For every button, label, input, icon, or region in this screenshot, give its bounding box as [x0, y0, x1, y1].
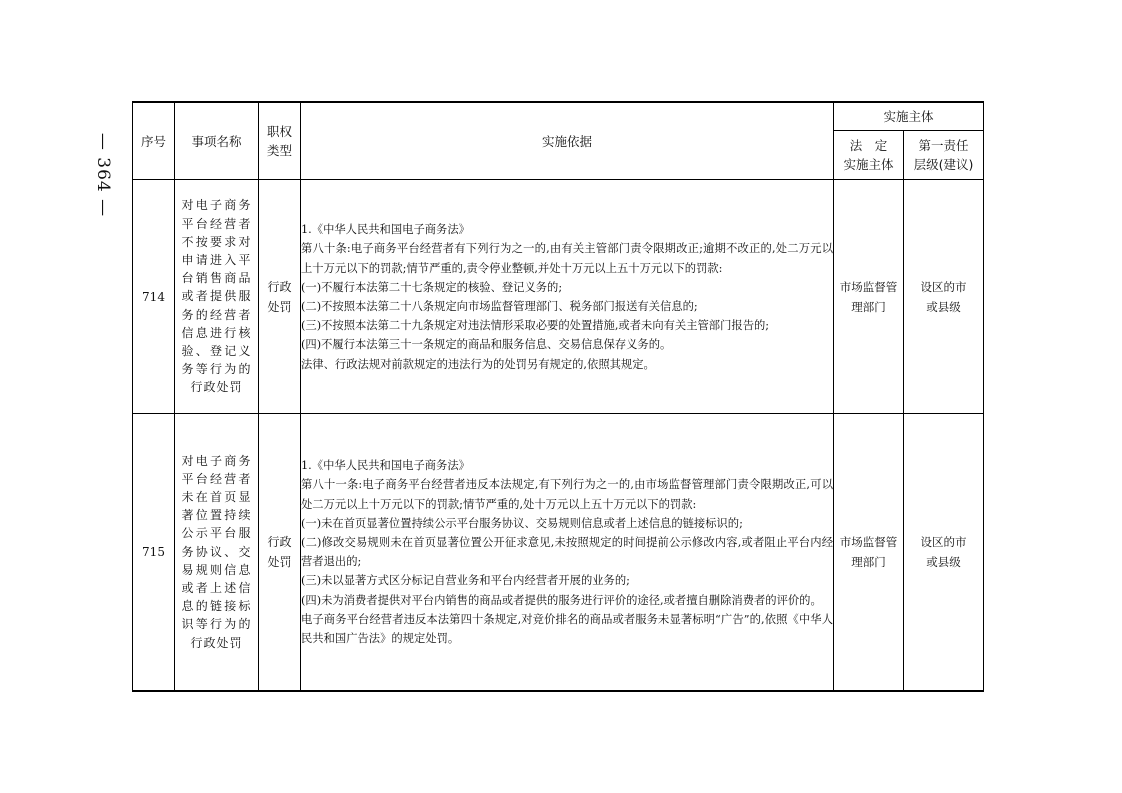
basis-line: (一)未在首页显著位置持续公示平台服务协议、交易规则信息或者上述信息的链接标识的; — [301, 516, 743, 530]
basis-line: (一)不履行本法第二十七条规定的核验、登记义务的; — [301, 280, 563, 294]
row-legal-subject: 市场监督管理部门 — [834, 180, 904, 414]
header-seq: 序号 — [133, 102, 175, 180]
administrative-penalty-table — [132, 101, 984, 692]
row-power-type: 行政处罚 — [259, 180, 301, 414]
basis-line: 第八十条:电子商务平台经营者有下列行为之一的,由有关主管部门责令限期改正;逾期不改正的,处二万元以上十万元以下的罚款;情节严重的,责令停业整顿,并处十万元以上五十万元以下的罚款: — [301, 242, 833, 275]
basis-line: (四)未为消费者提供对平台内销售的商品或者提供的服务进行评价的途径,或者擅自删除消费者的评价的。 — [301, 593, 822, 607]
header-first-level: 第一责任 层级(建议) — [904, 131, 984, 180]
basis-line: 第八十一条:电子商务平台经营者违反本法规定,有下列行为之一的,由市场监督管理部门责令限期改正,可以处二万元以上十万元以下的罚款;情节严重的,处十万元以上五十万元以下的罚款: — [301, 478, 833, 511]
basis-line: 1.《中华人民共和国电子商务法》 — [301, 459, 470, 473]
basis-line: (二)修改交易规则未在首页显著位置公开征求意见,未按照规定的时间提前公示修改内容,或者阻止平台内经营者退出的; — [301, 536, 833, 569]
basis-line: 法律、行政法规对前款规定的违法行为的处罚另有规定的,依照其规定。 — [301, 357, 655, 371]
row-first-level: 设区的市或县级 — [904, 414, 984, 691]
header-item-name: 事项名称 — [175, 102, 259, 180]
basis-line: (三)不按照本法第二十九条规定对违法情形采取必要的处置措施,或者未向有关主管部门报告的; — [301, 319, 770, 333]
table-row — [133, 414, 984, 691]
row-basis — [301, 180, 834, 414]
row-item-name: 对电子商务平台经营者不按要求对申请进入平台销售商品或者提供服务的经营者信息进行核验、登记义务等行为的行政处罚 — [175, 180, 259, 414]
basis-line: (四)不履行本法第三十一条规定的商品和服务信息、交易信息保存义务的。 — [301, 338, 672, 352]
basis-line: 电子商务平台经营者违反本法第四十条规定,对竞价排名的商品或者服务未显著标明“广告”的,依照《中华人民共和国广告法》的规定处罚。 — [301, 612, 833, 646]
basis-line: (三)未以显著方式区分标记自营业务和平台内经营者开展的业务的; — [301, 574, 630, 588]
table-row — [133, 180, 984, 414]
row-basis — [301, 414, 834, 691]
row-seq: 715 — [133, 414, 175, 691]
header-legal-subject: 法 定 实施主体 — [834, 131, 904, 180]
header-power-type: 职权 类型 — [259, 102, 301, 180]
page-number: — 364 — — [93, 132, 114, 218]
header-basis: 实施依据 — [301, 102, 834, 180]
basis-line: (二)不按照本法第二十八条规定向市场监督管理部门、税务部门报送有关信息的; — [301, 300, 698, 313]
row-first-level: 设区的市或县级 — [904, 180, 984, 414]
basis-line: 1.《中华人民共和国电子商务法》 — [301, 223, 470, 237]
row-item-name: 对电子商务平台经营者未在首页显著位置持续公示平台服务协议、交易规则信息或者上述信息的链接标识等行为的行政处罚 — [175, 414, 259, 691]
row-legal-subject: 市场监督管理部门 — [834, 414, 904, 691]
row-seq: 714 — [133, 180, 175, 414]
header-subject: 实施主体 — [834, 102, 984, 131]
row-power-type: 行政处罚 — [259, 414, 301, 691]
